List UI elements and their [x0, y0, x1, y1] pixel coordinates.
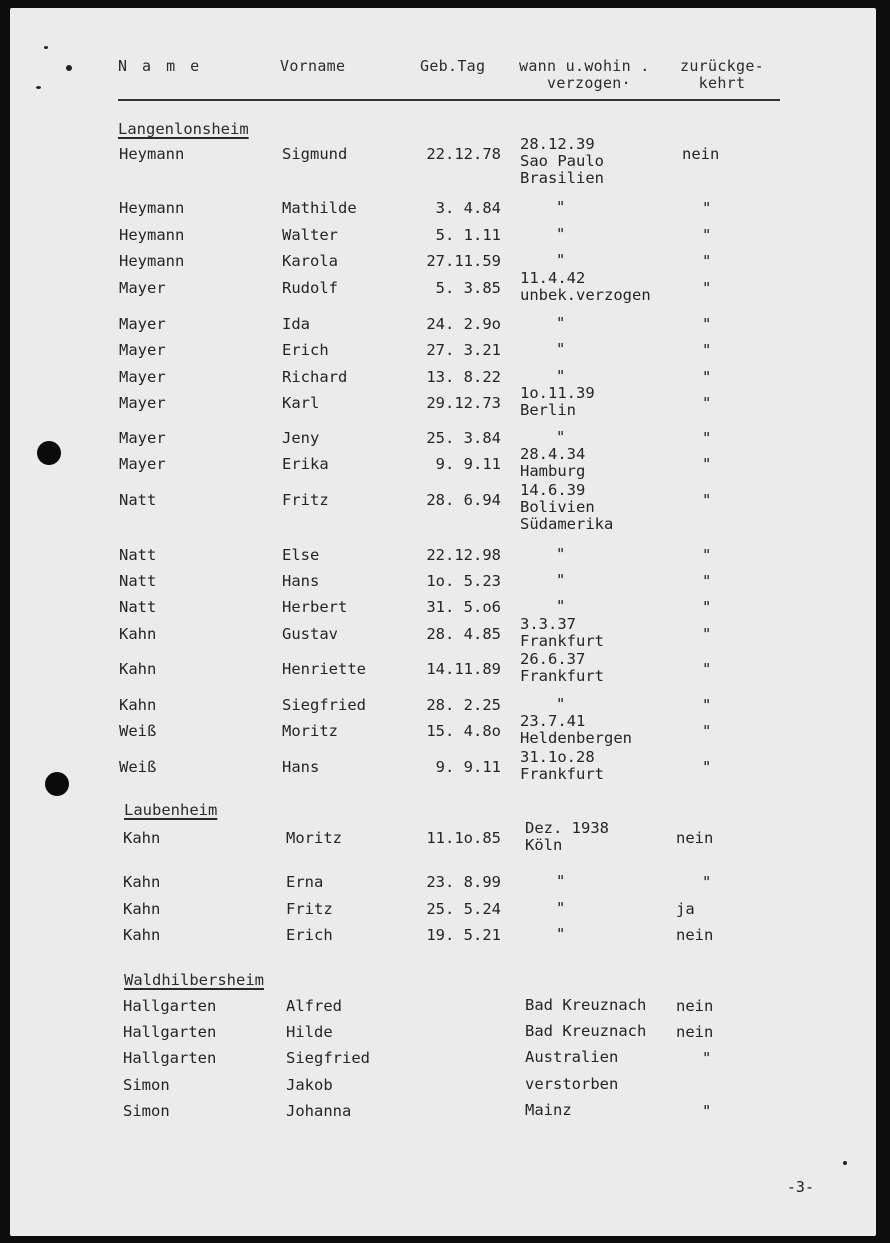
- cell-verzogen: ": [556, 367, 566, 385]
- cell-zurueckgekehrt: ": [702, 199, 712, 217]
- cell-vorname: Erich: [282, 341, 329, 359]
- cell-zurueckgekehrt: nein: [682, 145, 720, 163]
- cell-vorname: Sigmund: [282, 145, 348, 163]
- cell-verzogen: Bad Kreuznach: [525, 996, 647, 1014]
- cell-vorname: Hilde: [286, 1023, 333, 1041]
- cell-geburtstag: 9. 9.11: [435, 758, 501, 776]
- table-row: [10, 598, 876, 616]
- header-zurueck: zurückge- kehrt: [680, 57, 764, 92]
- table-row: [10, 199, 876, 217]
- cell-verzogen: ": [556, 899, 566, 917]
- cell-vorname: Ida: [282, 315, 310, 333]
- cell-zurueckgekehrt: ": [702, 1102, 712, 1120]
- cell-name: Kahn: [119, 625, 157, 643]
- cell-zurueckgekehrt: ": [702, 758, 712, 776]
- cell-verzogen: Bad Kreuznach: [525, 1022, 647, 1040]
- cell-zurueckgekehrt: ": [702, 315, 712, 333]
- ink-speck: [66, 65, 72, 71]
- section-title: Langenlonsheim: [118, 120, 249, 138]
- cell-zurueckgekehrt: ": [702, 368, 712, 386]
- cell-vorname: Karola: [282, 252, 338, 270]
- cell-vorname: Moritz: [282, 722, 338, 740]
- cell-geburtstag: 25. 3.84: [426, 429, 501, 447]
- cell-geburtstag: 22.12.78: [426, 145, 501, 163]
- cell-zurueckgekehrt: ": [702, 572, 712, 590]
- table-row: [10, 226, 876, 244]
- table-row: [10, 546, 876, 564]
- cell-zurueckgekehrt: ": [702, 394, 712, 412]
- cell-geburtstag: 31. 5.o6: [426, 598, 501, 616]
- cell-name: Natt: [119, 491, 157, 509]
- cell-name: Mayer: [119, 368, 166, 386]
- cell-geburtstag: 28. 4.85: [426, 625, 501, 643]
- cell-name: Heymann: [119, 252, 185, 270]
- table-row: [10, 429, 876, 447]
- cell-zurueckgekehrt: ": [702, 696, 712, 714]
- table-row: [10, 572, 876, 590]
- cell-name: Natt: [119, 572, 157, 590]
- table-row: [10, 615, 876, 650]
- cell-name: Kahn: [123, 900, 161, 918]
- cell-verzogen: 3.3.37 Frankfurt: [520, 615, 604, 650]
- cell-name: Mayer: [119, 315, 166, 333]
- header-vorname: Vorname: [280, 57, 346, 75]
- document-page: [10, 8, 876, 1236]
- cell-geburtstag: 5. 1.11: [435, 226, 501, 244]
- cell-verzogen: ": [556, 314, 566, 332]
- cell-zurueckgekehrt: ": [702, 455, 712, 473]
- cell-geburtstag: 3. 4.84: [435, 199, 501, 217]
- cell-name: Mayer: [119, 429, 166, 447]
- cell-verzogen: 11.4.42 unbek.verzogen: [520, 269, 651, 304]
- cell-verzogen: 28.4.34 Hamburg: [520, 445, 586, 480]
- cell-verzogen: Australien: [525, 1048, 619, 1066]
- cell-verzogen: 28.12.39 Sao Paulo Brasilien: [520, 135, 604, 187]
- cell-verzogen: Mainz: [525, 1101, 572, 1119]
- cell-zurueckgekehrt: ": [702, 429, 712, 447]
- table-row: [10, 1023, 876, 1041]
- cell-geburtstag: 23. 8.99: [426, 873, 501, 891]
- cell-name: Heymann: [119, 145, 185, 163]
- table-row: [10, 926, 876, 944]
- cell-name: Natt: [119, 546, 157, 564]
- table-row: [10, 650, 876, 685]
- cell-name: Mayer: [119, 279, 166, 297]
- cell-name: Simon: [123, 1102, 170, 1120]
- cell-verzogen: 1o.11.39 Berlin: [520, 384, 595, 419]
- cell-name: Mayer: [119, 394, 166, 412]
- cell-zurueckgekehrt: nein: [676, 1023, 714, 1041]
- cell-vorname: Rudolf: [282, 279, 338, 297]
- table-row: [10, 873, 876, 891]
- header-wann: wann u.wohin . verzogen·: [519, 57, 650, 92]
- cell-verzogen: Dez. 1938 Köln: [525, 819, 609, 854]
- table-row: [10, 1102, 876, 1120]
- cell-geburtstag: 28. 6.94: [426, 491, 501, 509]
- section-title: Waldhilbersheim: [124, 971, 264, 989]
- cell-verzogen: ": [556, 571, 566, 589]
- cell-name: Kahn: [123, 873, 161, 891]
- cell-name: Kahn: [123, 926, 161, 944]
- cell-geburtstag: 9. 9.11: [435, 455, 501, 473]
- cell-vorname: Gustav: [282, 625, 338, 643]
- cell-name: Natt: [119, 598, 157, 616]
- table-row: [10, 368, 876, 386]
- cell-geburtstag: 5. 3.85: [435, 279, 501, 297]
- table-row: [10, 445, 876, 480]
- cell-vorname: Fritz: [286, 900, 333, 918]
- page-number: -3-: [786, 1178, 814, 1196]
- table-row: [10, 748, 876, 783]
- cell-name: Kahn: [119, 660, 157, 678]
- cell-vorname: Mathilde: [282, 199, 357, 217]
- cell-geburtstag: 27.11.59: [426, 252, 501, 270]
- cell-zurueckgekehrt: ": [702, 598, 712, 616]
- cell-zurueckgekehrt: nein: [676, 997, 714, 1015]
- cell-geburtstag: 28. 2.25: [426, 696, 501, 714]
- cell-name: Heymann: [119, 226, 185, 244]
- cell-geburtstag: 14.11.89: [426, 660, 501, 678]
- table-row: [10, 341, 876, 359]
- cell-verzogen: 31.1o.28 Frankfurt: [520, 748, 604, 783]
- cell-name: Hallgarten: [123, 1023, 217, 1041]
- cell-name: Weiß: [119, 722, 157, 740]
- ink-speck: [843, 1161, 847, 1165]
- cell-verzogen: ": [556, 695, 566, 713]
- table-row: [10, 135, 876, 187]
- table-row: [10, 712, 876, 747]
- cell-zurueckgekehrt: ": [702, 279, 712, 297]
- cell-zurueckgekehrt: ": [702, 625, 712, 643]
- cell-vorname: Walter: [282, 226, 338, 244]
- cell-vorname: Erika: [282, 455, 329, 473]
- cell-vorname: Herbert: [282, 598, 348, 616]
- cell-verzogen: ": [556, 340, 566, 358]
- table-row: [10, 1076, 876, 1094]
- cell-name: Heymann: [119, 199, 185, 217]
- cell-zurueckgekehrt: ": [702, 873, 712, 891]
- cell-verzogen: ": [556, 545, 566, 563]
- cell-verzogen: 26.6.37 Frankfurt: [520, 650, 604, 685]
- cell-name: Hallgarten: [123, 997, 217, 1015]
- cell-vorname: Johanna: [286, 1102, 352, 1120]
- cell-geburtstag: 27. 3.21: [426, 341, 501, 359]
- punch-hole-top: [37, 441, 61, 465]
- cell-verzogen: ": [556, 925, 566, 943]
- cell-vorname: Jakob: [286, 1076, 333, 1094]
- table-row: [10, 269, 876, 304]
- cell-geburtstag: 29.12.73: [426, 394, 501, 412]
- cell-vorname: Erna: [286, 873, 324, 891]
- cell-vorname: Henriette: [282, 660, 366, 678]
- cell-vorname: Siegfried: [286, 1049, 370, 1067]
- cell-vorname: Hans: [282, 758, 320, 776]
- table-row: [10, 315, 876, 333]
- cell-zurueckgekehrt: ": [702, 660, 712, 678]
- table-row: [10, 696, 876, 714]
- cell-name: Hallgarten: [123, 1049, 217, 1067]
- cell-verzogen: 14.6.39 Bolivien Südamerika: [520, 481, 614, 533]
- table-row: [10, 819, 876, 854]
- cell-geburtstag: 19. 5.21: [426, 926, 501, 944]
- cell-verzogen: ": [556, 428, 566, 446]
- cell-zurueckgekehrt: ": [702, 546, 712, 564]
- cell-zurueckgekehrt: ": [702, 341, 712, 359]
- cell-vorname: Alfred: [286, 997, 342, 1015]
- cell-geburtstag: 11.1o.85: [426, 829, 501, 847]
- cell-vorname: Jeny: [282, 429, 320, 447]
- cell-verzogen: ": [556, 198, 566, 216]
- header-rule: [118, 99, 780, 101]
- cell-vorname: Richard: [282, 368, 348, 386]
- header-geb: Geb.Tag: [420, 57, 486, 75]
- cell-zurueckgekehrt: nein: [676, 829, 714, 847]
- cell-geburtstag: 15. 4.8o: [426, 722, 501, 740]
- header-name: N a m e: [118, 57, 203, 75]
- cell-vorname: Fritz: [282, 491, 329, 509]
- cell-vorname: Karl: [282, 394, 320, 412]
- cell-verzogen: verstorben: [525, 1075, 619, 1093]
- table-row: [10, 997, 876, 1015]
- cell-zurueckgekehrt: nein: [676, 926, 714, 944]
- cell-geburtstag: 1o. 5.23: [426, 572, 501, 590]
- cell-verzogen: ": [556, 225, 566, 243]
- cell-verzogen: 23.7.41 Heldenbergen: [520, 712, 632, 747]
- cell-name: Simon: [123, 1076, 170, 1094]
- cell-geburtstag: 13. 8.22: [426, 368, 501, 386]
- cell-verzogen: ": [556, 872, 566, 890]
- table-row: [10, 384, 876, 419]
- cell-name: Kahn: [123, 829, 161, 847]
- cell-name: Kahn: [119, 696, 157, 714]
- cell-vorname: Siegfried: [282, 696, 366, 714]
- cell-vorname: Erich: [286, 926, 333, 944]
- cell-vorname: Moritz: [286, 829, 342, 847]
- ink-speck: [44, 46, 48, 49]
- cell-geburtstag: 24. 2.9o: [426, 315, 501, 333]
- cell-name: Mayer: [119, 455, 166, 473]
- cell-name: Weiß: [119, 758, 157, 776]
- punch-hole-bottom: [45, 772, 69, 796]
- section-title: Laubenheim: [124, 801, 218, 819]
- cell-zurueckgekehrt: ": [702, 252, 712, 270]
- table-row: [10, 252, 876, 270]
- cell-zurueckgekehrt: ": [702, 491, 712, 509]
- ink-speck: [36, 86, 41, 89]
- cell-vorname: Else: [282, 546, 320, 564]
- cell-verzogen: ": [556, 597, 566, 615]
- cell-zurueckgekehrt: ja: [676, 900, 695, 918]
- cell-geburtstag: 22.12.98: [426, 546, 501, 564]
- cell-geburtstag: 25. 5.24: [426, 900, 501, 918]
- cell-verzogen: ": [556, 251, 566, 269]
- cell-zurueckgekehrt: ": [702, 1049, 712, 1067]
- cell-vorname: Hans: [282, 572, 320, 590]
- table-row: [10, 1049, 876, 1067]
- cell-zurueckgekehrt: ": [702, 226, 712, 244]
- cell-zurueckgekehrt: ": [702, 722, 712, 740]
- cell-name: Mayer: [119, 341, 166, 359]
- table-row: [10, 481, 876, 533]
- table-row: [10, 900, 876, 918]
